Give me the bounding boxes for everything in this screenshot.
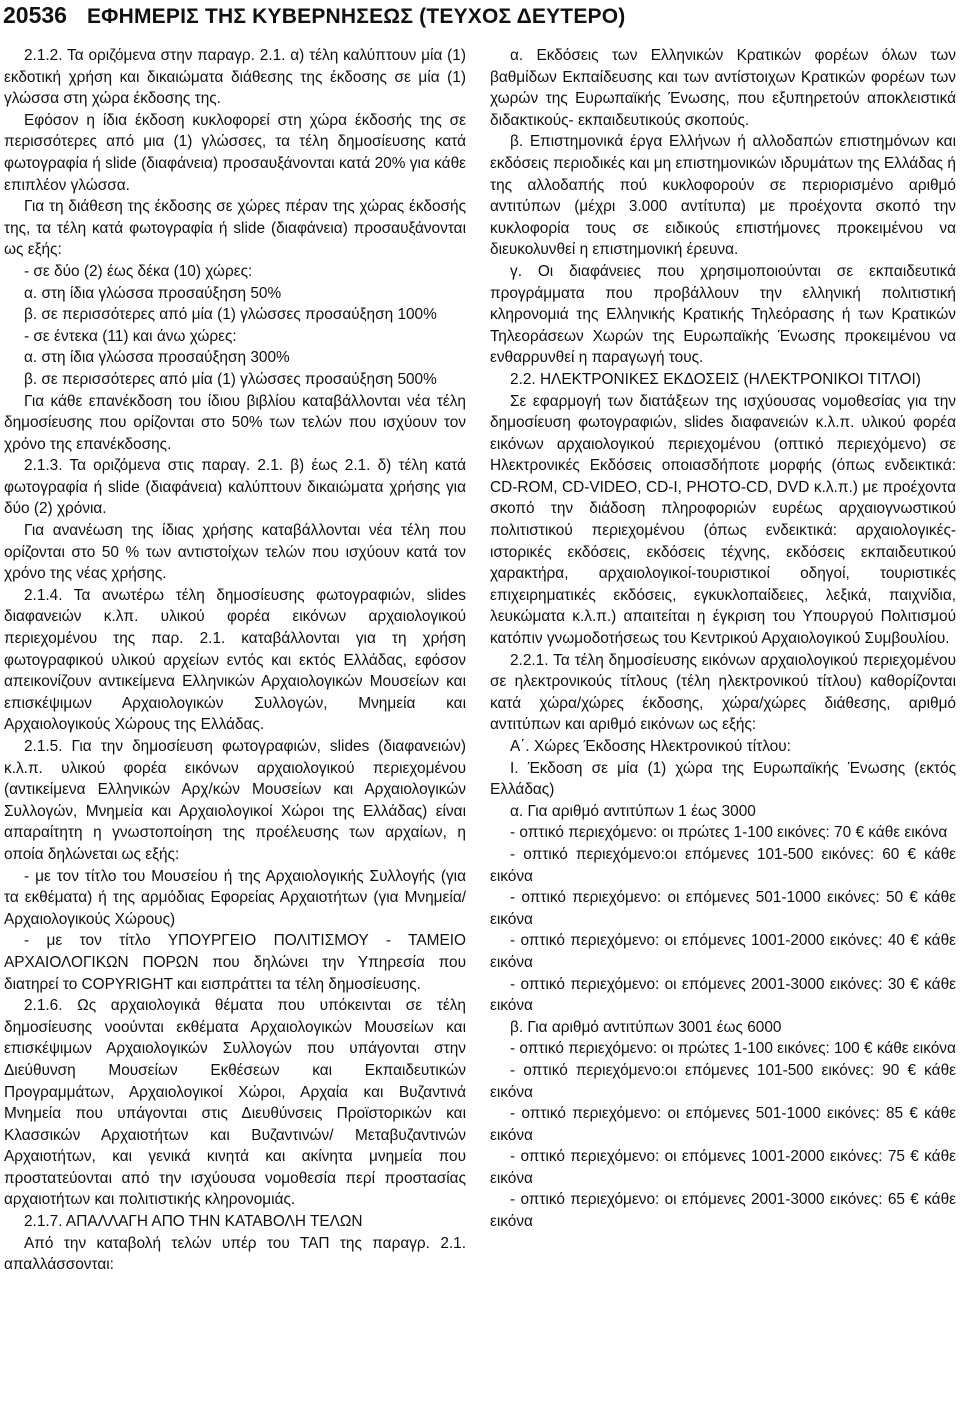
paragraph: - οπτικό περιεχόμενο: οι επόμενες 501-1000 εικόνες: 50 € κάθε εικόνα bbox=[490, 889, 956, 928]
paragraph: 2.1.7. ΑΠΑΛΛΑΓΗ ΑΠΟ ΤΗΝ ΚΑΤΑΒΟΛΗ ΤΕΛΩΝ bbox=[24, 1213, 363, 1231]
paragraph: Για κάθε επανέκδοση του ίδιου βιβλίου καταβάλλονται νέα τέλη δημοσίευσης που ορίζονται στο 50% των τελών που ισχύουν τον χρόνο της επανέκδοσης. bbox=[4, 392, 466, 453]
paragraph: β. Για αριθμό αντιτύπων 3001 έως 6000 bbox=[510, 1018, 782, 1036]
paragraph: α. Για αριθμό αντιτύπων 1 έως 3000 bbox=[510, 802, 756, 820]
paragraph: Για ανανέωση της ίδιας χρήσης καταβάλλονται νέα τέλη που ορίζονται στο 50 % των αντιστοίχων τελών που ισχύουν κατά τον χρόνο της νέας χρήσης. bbox=[4, 522, 466, 583]
paragraph: - οπτικό περιεχόμενο: οι πρώτες 1-100 εικόνες: 100 € κάθε εικόνα bbox=[510, 1040, 956, 1058]
paragraph: - οπτικό περιεχόμενο: οι επόμενες 1001-2000 εικόνες: 40 € κάθε εικόνα bbox=[490, 932, 956, 971]
right-column bbox=[490, 45, 956, 1233]
paragraph: - σε έντεκα (11) και άνω χώρες: bbox=[24, 327, 237, 345]
paragraph: 2.1.4. Τα ανωτέρω τέλη δημοσίευσης φωτογραφιών, slides διαφανειών κ.λπ. υλικού φορέα εικόνων αρχαιολογικού περιεχομένου της παρ. 2.1. καταβάλλονται για τη χρήση φωτογραφικού υλικού αρχείων εντός και εκτός Ελλάδας, εφόσον απεικονίζουν αντικείμενα Ελληνικών Αρχαιολογικών Μουσείων και επισκέψιμων Αρχαιολογικών Συλλογών, Μνημεία και Αρχαιολογικούς Χώρους της Ελλάδας. bbox=[4, 586, 466, 734]
paragraph: 2.1.5. Για την δημοσίευση φωτογραφιών, slides (διαφανειών) κ.λ.π. υλικού φορέα εικόνων αρχαιολογικού περιεχομένου (αντικείμενα Ελληνικών Αρχ/κών Μουσείων και Αρχαιολογικών Συλλογών, Μνημεία και Αρχαιολογικοί Χώροι της Ελλάδας) είναι απαραίτητη η γνωστοποίηση της προέλευσης των αρχαίων, η οποία δηλώνεται ως εξής: bbox=[4, 738, 466, 863]
paragraph: - σε δύο (2) έως δέκα (10) χώρες: bbox=[24, 262, 253, 280]
paragraph: - με τον τίτλο του Μουσείου ή της Αρχαιολογικής Συλλογής (για τα εκθέματα) ή της αρμόδιας Εφορείας Αρχαιοτήτων (για Μνημεία/ Αρχαιολογικούς Χώρους) bbox=[4, 867, 466, 928]
paragraph: 2.1.2. Τα οριζόμενα στην παραγρ. 2.1. α) τέλη καλύπτουν μία (1) εκδοτική χρήση και δικαιώματα διάθεσης της έκδοσης σε μία (1) γλώσσα στη χώρα έκδοσης της. bbox=[4, 47, 466, 108]
paragraph: - οπτικό περιεχόμενο: οι πρώτες 1-100 εικόνες: 70 € κάθε εικόνα bbox=[510, 824, 948, 842]
paragraph: α. στη ίδια γλώσσα προσαύξηση 50% bbox=[24, 284, 282, 302]
paragraph: β. σε περισσότερες από μία (1) γλώσσες προσαύξηση 100% bbox=[24, 306, 437, 324]
paragraph: β. Επιστημονικά έργα Ελλήνων ή αλλοδαπών επιστημόνων και εκδόσεις περιοδικές και μη επιστημονικών ιδρυμάτων της Ελλάδας ή της αλλοδαπής πού κυκλοφορούν σε περιορισμένο αριθμό αντιτύπων (μέχρι 3.000 αντίτυπα) με προέχοντα σκοπό την κυκλοφορία τους σε ειδικούς επιστήμονες προκειμένου να διευκολυνθεί η επιστημονική έρευνα. bbox=[490, 133, 956, 259]
paragraph: - οπτικό περιεχόμενο:οι επόμενες 101-500 εικόνες: 90 € κάθε εικόνα bbox=[490, 1061, 956, 1101]
left-column bbox=[4, 45, 466, 1276]
journal-title: ΕΦΗΜΕΡΙΣ ΤΗΣ ΚΥΒΕΡΝΗΣΕΩΣ (ΤΕΥΧΟΣ ΔΕΥΤΕΡΟ) bbox=[86, 5, 626, 28]
page-header bbox=[3, 2, 957, 30]
paragraph: 2.1.3. Τα οριζόμενα στις παραγ. 2.1. β) έως 2.1. δ) τέλη κατά φωτογραφία ή slide (διαφάνεια) καλύπτουν δικαιώματα χρήσης για δύο (2) χρόνια. bbox=[4, 457, 466, 518]
paragraph: 2.2. ΗΛΕΚΤΡΟΝΙΚΕΣ ΕΚΔΟΣΕΙΣ (ΗΛΕΚΤΡΟΝΙΚΟΙ ΤΙΤΛΟΙ) bbox=[510, 370, 921, 388]
paragraph: Σε εφαρμογή των διατάξεων της ισχύουσας νομοθεσίας για την δημοσίευση φωτογραφιών, slides διαφανειών κ.λ.π. υλικού φορέα εικόνων αρχαιολογικού περιεχομένου (οπτικό περιεχόμενο) σε Ηλεκτρονικές Εκδόσεις οποιασδήποτε μορφής (όπως ενδεικτικά: CD-ROM, CD-VIDEO, CD-I, PHOTO-CD, DVD κ.λ.π.) με προέχοντα σκοπό την διάδοση πληροφοριών ευρέως αρχαιογνωστικού πολιτιστικού περιεχομένου (όπως ενδεικτικά: αρχαιολογικές-ιστορικές εκδόσεις, εκδόσεις τέχνης, εκδόσεις εκπαιδευτικού χαρακτήρα, αρχαιολογικοί-τουριστικοί οδηγοί, τουριστικές επιχειρηματικές εκδόσεις, εγκυκλοπαίδειες, λεξικά, παιχνίδια, λευκώματα κ.λ.π.) απαιτείται η έγκριση του Υπουργού Πολιτισμού κατόπιν γνωμοδοτήσεως του Κεντρικού Αρχαιολογικού Συμβουλίου. bbox=[490, 392, 956, 648]
paragraph: β. σε περισσότερες από μία (1) γλώσσες προσαύξηση 500% bbox=[24, 370, 437, 388]
paragraph: - οπτικό περιεχόμενο: οι επόμενες 2001-3000 εικόνες: 65 € κάθε εικόνα bbox=[490, 1191, 956, 1231]
paragraph: α. Εκδόσεις των Ελληνικών Κρατικών φορέων όλων των βαθμίδων Εκπαίδευσης και των αντίστοιχων Κρατικών φορέων των χωρών της Ευρωπαϊκής Ένωσης, που εξυπηρετούν αποκλειστικά διδακτικούς- εκπαιδευτικούς σκοπούς. bbox=[490, 47, 956, 129]
paragraph: 2.2.1. Τα τέλη δημοσίευσης εικόνων αρχαιολογικού περιεχομένου σε ηλεκτρονικούς τίτλους (τέλη ηλεκτρονικού τίτλου) καθορίζονται κατά χώρα/χώρες έκδοσης, χώρα/χώρες διάθεσης, αριθμό αντιτύπων και αριθμό εικόνων ως εξής: bbox=[490, 651, 956, 734]
page-number: 20536 bbox=[3, 2, 67, 28]
paragraph: 2.1.6. Ως αρχαιολογικά θέματα που υπόκεινται σε τέλη δημοσίευσης νοούνται εκθέματα Αρχαιολογικών Μουσείων και επισκέψιμων Αρχαιολογικών Συλλογών που υπάγονται στην Διεύθυνση Μουσείων Εκθέσεων και Εκπαιδευτικών Προγραμμάτων, Αρχαιολογικοί Χώροι, Αρχαία και Βυζαντινά Μνημεία που υπάγονται στις Διευθύνσεις Προϊστορικών και Κλασσικών Αρχαιοτήτων και Βυζαντινών/ Μεταβυζαντινών Αρχαιοτήτων, και γενικά κινητά και ακίνητα μνημεία που προστατεύονται από την ισχύουσα νομοθεσία περί προστασίας αρχαιοτήτων και πολιτιστικής κληρονομιάς. bbox=[4, 997, 466, 1209]
paragraph: - οπτικό περιεχόμενο: οι επόμενες 2001-3000 εικόνες: 30 € κάθε εικόνα bbox=[490, 975, 956, 1015]
paragraph: Ι. Έκδοση σε μία (1) χώρα της Ευρωπαϊκής Ένωσης (εκτός Ελλάδας) bbox=[490, 759, 956, 799]
paragraph: - οπτικό περιεχόμενο:οι επόμενες 101-500 εικόνες: 60 € κάθε εικόνα bbox=[490, 845, 956, 885]
paragraph: Από την καταβολή τελών υπέρ του ΤΑΠ της παραγρ. 2.1. απαλλάσσονται: bbox=[4, 1234, 466, 1274]
paragraph: Εφόσον η ίδια έκδοση κυκλοφορεί στη χώρα έκδοσής της σε περισσότερες από μια (1) γλώσσες, τα τέλη δημοσίευσης κατά φωτογραφία ή slide (διαφάνεια) προσαυξάνονται κατά 20% για κάθε επιπλέον γλώσσα. bbox=[4, 111, 466, 194]
paragraph: - οπτικό περιεχόμενο: οι επόμενες 1001-2000 εικόνες: 75 € κάθε εικόνα bbox=[490, 1148, 956, 1187]
paragraph: - με τον τίτλο ΥΠΟΥΡΓΕΙΟ ΠΟΛΙΤΙΣΜΟΥ - ΤΑΜΕΙΟ ΑΡΧΑΙΟΛΟΓΙΚΩΝ ΠΟΡΩΝ που δηλώνει την Υπηρεσία που διατηρεί το COPYRIGHT και εισπράττει τα τέλη δημοσίευσης. bbox=[4, 932, 466, 993]
paragraph: - οπτικό περιεχόμενο: οι επόμενες 501-1000 εικόνες: 85 € κάθε εικόνα bbox=[490, 1105, 956, 1144]
paragraph: Α΄. Χώρες Έκδοσης Ηλεκτρονικού τίτλου: bbox=[510, 738, 791, 755]
paragraph: α. στη ίδια γλώσσα προσαύξηση 300% bbox=[24, 349, 290, 367]
paragraph: γ. Οι διαφάνειες που χρησιμοποιούνται σε εκπαιδευτικά προγράμματα που προβάλλουν την ελληνική πολιτιστική κληρονομιά της Ελληνικής Κρατικής Τηλεόρασης ή των Κρατικών Τηλεοράσεων Χωρών της Ευρωπαϊκής Ένωσης προκειμένου να ενθαρρυνθεί η παραγωγή τους. bbox=[490, 262, 956, 367]
paragraph: Για τη διάθεση της έκδοσης σε χώρες πέραν της χώρας έκδοσής της, τα τέλη κατά φωτογραφία ή slide (διαφάνεια) προσαυξάνονται ως εξής: bbox=[4, 198, 466, 259]
